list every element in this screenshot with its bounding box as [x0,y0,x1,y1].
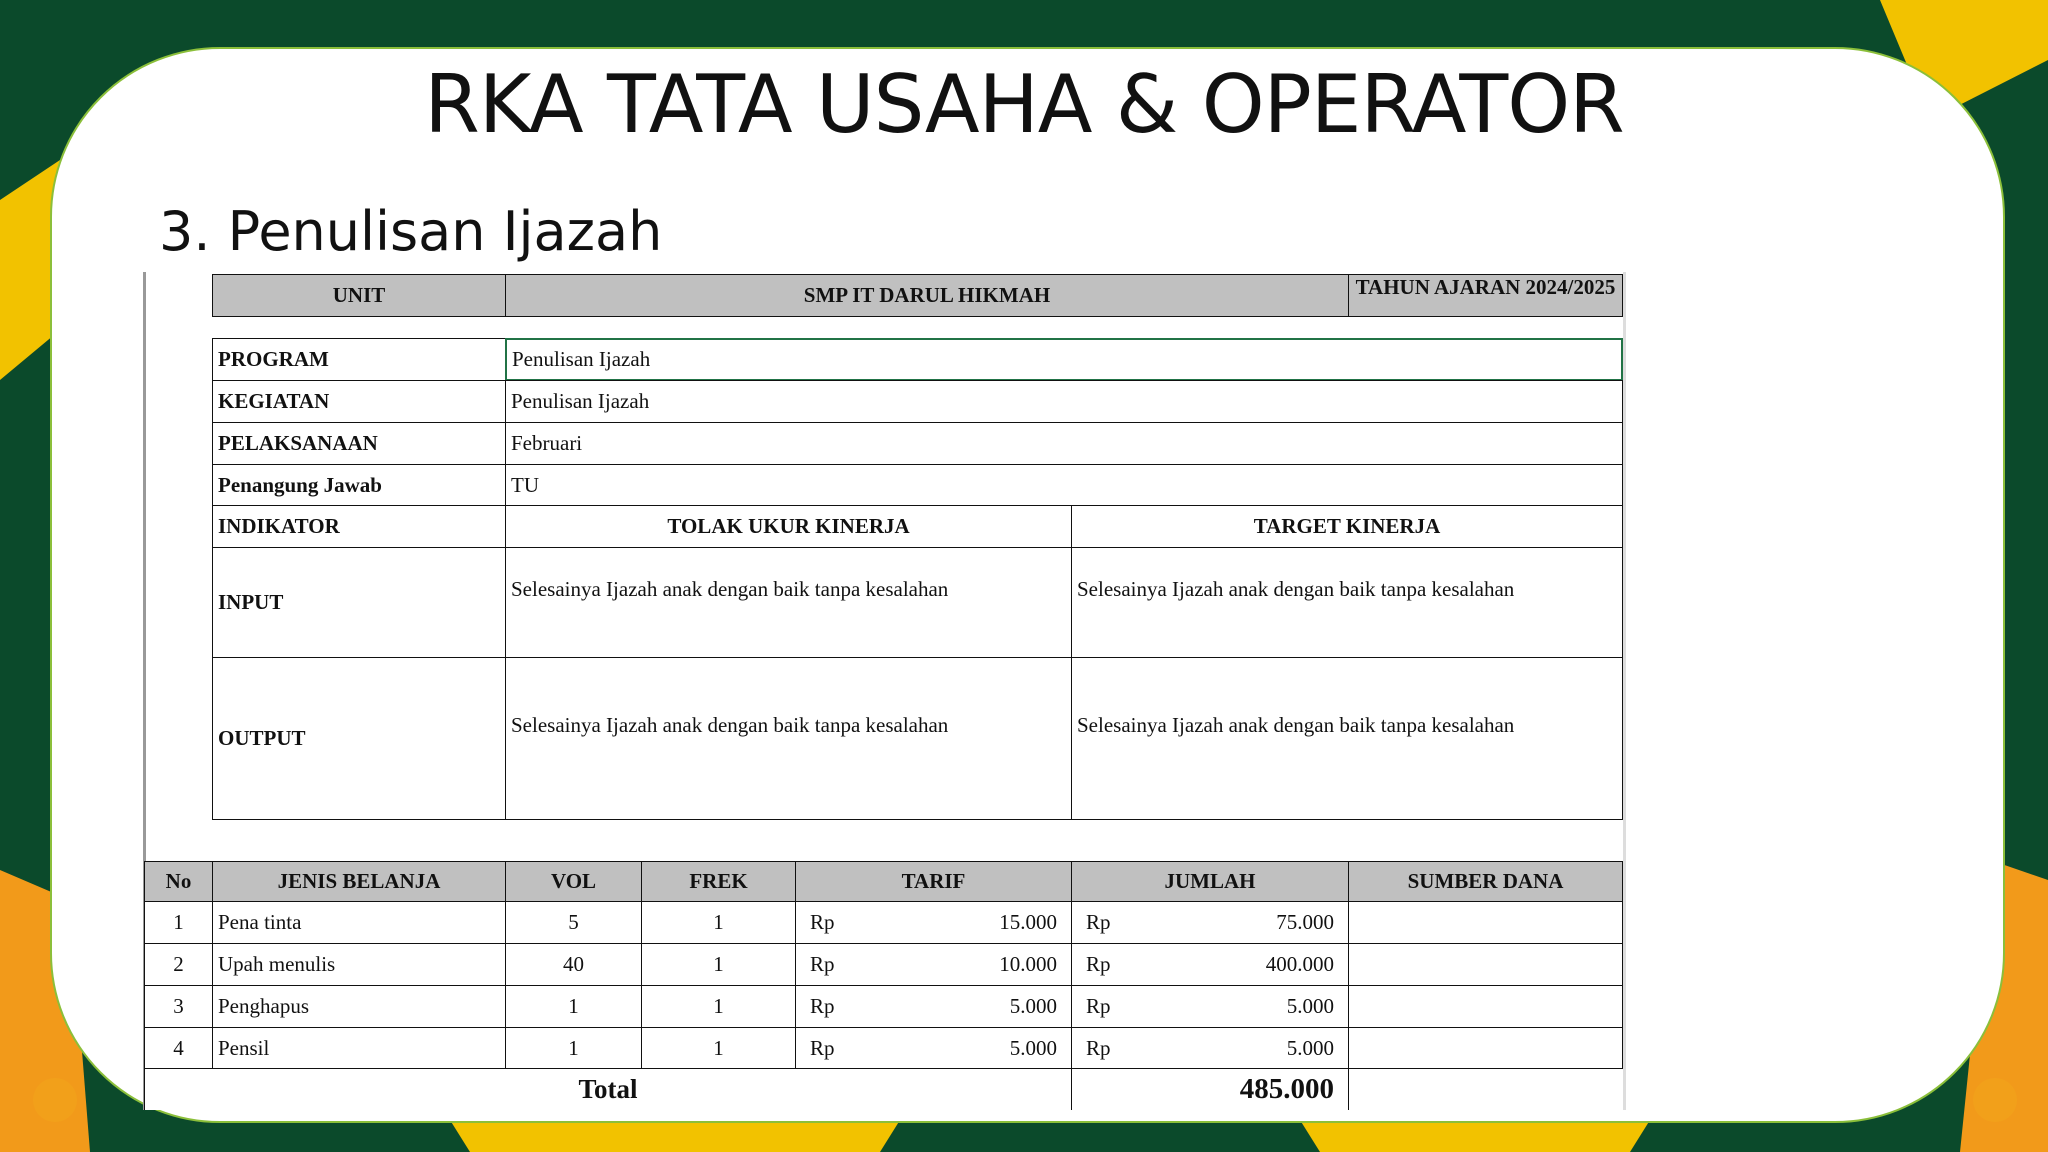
cell-frek[interactable]: 1 [641,985,796,1028]
output-label[interactable]: OUTPUT [212,657,506,820]
tarif-value: 5.000 [1009,1036,1057,1060]
pelaksanaan-value[interactable]: Februari [505,422,1623,465]
jumlah-value: 400.000 [1265,952,1334,976]
cell-no[interactable]: 3 [144,985,213,1028]
col-tarif[interactable]: TARIF [795,861,1072,902]
cell-sumber-dana[interactable] [1348,1027,1623,1070]
program-value-cell[interactable]: Penulisan Ijazah [505,338,1623,381]
cell-frek[interactable]: 1 [641,943,796,986]
cell-sumber-dana[interactable] [1348,943,1623,986]
col-sumber-dana[interactable]: SUMBER DANA [1348,861,1623,902]
cell-no[interactable]: 4 [144,1027,213,1070]
currency-label: Rp [1086,910,1111,934]
penanggung-jawab-label[interactable]: Penangung Jawab [212,464,506,506]
tarif-value: 5.000 [1009,994,1057,1018]
target-kinerja-header[interactable]: TARGET KINERJA [1071,505,1623,548]
col-no[interactable]: No [144,861,213,902]
cell-tarif[interactable] [795,1027,1072,1070]
cell-tarif[interactable] [795,901,1072,944]
jumlah-value: 5.000 [1286,1036,1334,1060]
cell-sumber-dana[interactable] [1348,985,1623,1028]
cell-frek[interactable]: 1 [641,901,796,944]
cell-tarif[interactable] [795,985,1072,1028]
cell-tarif[interactable] [795,943,1072,986]
col-vol[interactable]: VOL [505,861,642,902]
cell-item[interactable]: Pena tinta [212,901,506,944]
indikator-label[interactable]: INDIKATOR [212,505,506,548]
currency-label: Rp [810,952,835,976]
cell-jumlah[interactable] [1071,901,1349,944]
col-jumlah[interactable]: JUMLAH [1071,861,1349,902]
total-label[interactable]: Total [144,1068,1072,1110]
tarif-value: 15.000 [999,910,1057,934]
currency-label: Rp [1086,1036,1111,1060]
total-value[interactable]: 485.000 [1071,1068,1349,1110]
slide-title: RKA TATA USAHA & OPERATOR [424,58,1624,151]
cell-item[interactable]: Pensil [212,1027,506,1070]
cell-frek[interactable]: 1 [641,1027,796,1070]
output-tolak-ukur[interactable]: Selesainya Ijazah anak dengan baik tanpa kesalahan [511,713,949,737]
unit-value[interactable]: SMP IT DARUL HIKMAH [505,274,1349,317]
col-jenis-belanja[interactable]: JENIS BELANJA [212,861,506,902]
cell-jumlah[interactable] [1071,943,1349,986]
kegiatan-label[interactable]: KEGIATAN [212,380,506,423]
jumlah-value: 75.000 [1276,910,1334,934]
jumlah-value: 5.000 [1286,994,1334,1018]
cell-no[interactable]: 1 [144,901,213,944]
program-label[interactable]: PROGRAM [212,338,506,381]
cell-vol[interactable]: 5 [505,901,642,944]
cell-item[interactable]: Upah menulis [212,943,506,986]
currency-label: Rp [810,1036,835,1060]
school-year[interactable]: TAHUN AJARAN 2024/2025 [1348,274,1623,317]
currency-label: Rp [1086,952,1111,976]
cell-item[interactable]: Penghapus [212,985,506,1028]
cell-jumlah[interactable] [1071,985,1349,1028]
input-tolak-ukur[interactable]: Selesainya Ijazah anak dengan baik tanpa kesalahan [511,577,949,601]
input-label[interactable]: INPUT [212,547,506,658]
currency-label: Rp [810,994,835,1018]
currency-label: Rp [810,910,835,934]
cell-vol[interactable]: 1 [505,985,642,1028]
input-target[interactable]: Selesainya Ijazah anak dengan baik tanpa kesalahan [1077,577,1515,601]
cell-no[interactable]: 2 [144,943,213,986]
unit-label[interactable]: UNIT [212,274,506,317]
sheet-column-edge [1623,272,1626,1110]
section-subtitle: 3. Penulisan Ijazah [159,200,663,263]
cell-jumlah[interactable] [1071,1027,1349,1070]
tolak-ukur-header[interactable]: TOLAK UKUR KINERJA [505,505,1072,548]
pelaksanaan-label[interactable]: PELAKSANAAN [212,422,506,465]
tarif-value: 10.000 [999,952,1057,976]
output-target[interactable]: Selesainya Ijazah anak dengan baik tanpa kesalahan [1077,713,1515,737]
col-frek[interactable]: FREK [641,861,796,902]
total-sumber-dana[interactable] [1348,1068,1623,1110]
kegiatan-value[interactable]: Penulisan Ijazah [505,380,1623,423]
currency-label: Rp [1086,994,1111,1018]
penanggung-jawab-value[interactable]: TU [505,464,1623,506]
cell-vol[interactable]: 40 [505,943,642,986]
cell-vol[interactable]: 1 [505,1027,642,1070]
cell-sumber-dana[interactable] [1348,901,1623,944]
